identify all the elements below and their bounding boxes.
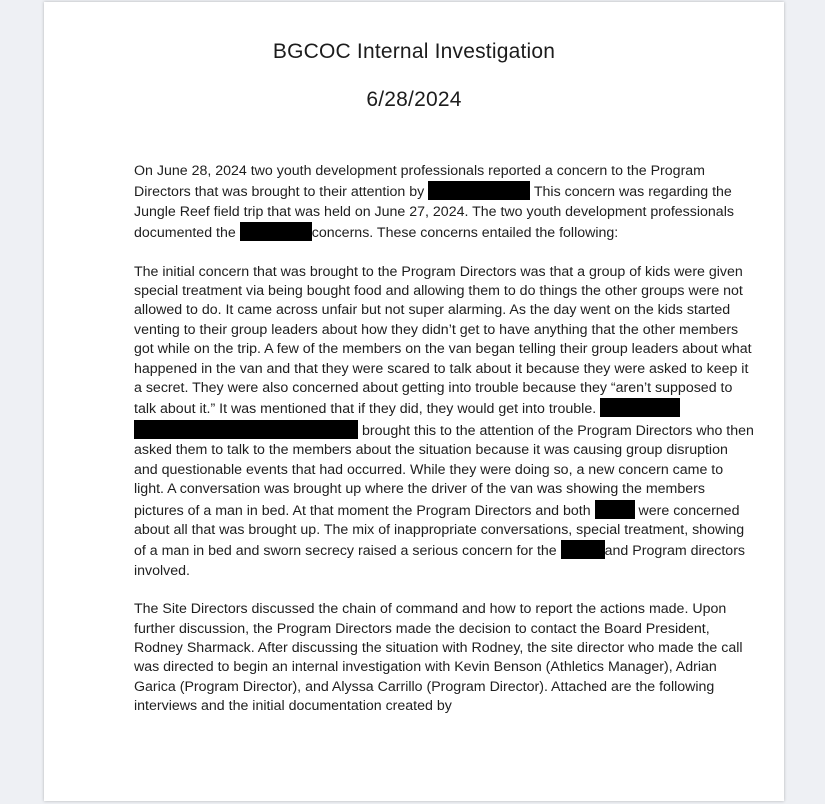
paragraph-2 — [134, 263, 754, 582]
document-title: BGCOC Internal Investigation — [272, 40, 556, 63]
document-page — [44, 2, 784, 801]
redaction-box — [600, 398, 680, 417]
p2-text-2: brought this to the attention of the Program Directors who then asked them to talk to the members about the situation because it was causing group disruption and questionable events that had occurred. While they were doing so, a new concern came to light. A conversation was brought up where the driver of the van was showing the members pictures of a man in bed. At that moment the Program Directors and both — [134, 422, 754, 519]
paragraph-1 — [134, 162, 754, 244]
redaction-box — [428, 181, 530, 200]
redaction-box — [595, 500, 635, 519]
p1-text-3: concerns. These concerns entailed the following: — [311, 225, 619, 242]
redaction-box — [134, 420, 358, 439]
redaction-box — [561, 540, 605, 559]
p1-text-2: This concern was regarding the Jungle Reef field trip that was held on June 27, 2024. The two youth development professionals documented the — [134, 184, 734, 242]
redaction-box — [240, 222, 312, 241]
p2-text-4: and Program directors involved. — [134, 543, 746, 579]
p2-text-1: The initial concern that was brought to the Program Directors was that a group of kids were given special treatment via being bought food and allowing them to do things the other groups were not allowed to do. It came across unfair but not super alarming. As the day went on the kids started venting to their group leaders about how they didn’t get to have anything that the other members got while on the trip. A few of the members on the van began telling their group leaders about what happened in the van and that they were scared to talk about it because they were asked to keep it a secret. They were also concerned about getting into trouble because they “aren’t supposed to talk about it.” It was mentioned that if they did, they would get into trouble. — [134, 263, 752, 418]
p2-text-3: were concerned about all that was brought up. The mix of inappropriate conversations, special treatment, showing of a man in bed and sworn secrecy raised a serious concern for the — [134, 502, 745, 560]
p1-text-1: On June 28, 2024 two youth development professionals reported a concern to the Program Directors that was brought to their attention by — [134, 163, 705, 201]
document-date: 6/28/2024 — [366, 88, 462, 111]
paragraph-3: The Site Directors discussed the chain of command and how to report the actions made. Upon further discussion, the Program Directors made the decision to contact the Board President, Rodney Sharmack. After discussing the situation with Rodney, the site director who made the call was directed to begin an internal investigation with Kevin Benson (Athletics Manager), Adrian Garica (Program Director), and Alyssa Carrillo (Program Director). Attached are the following interviews and the initial documentation created by — [134, 601, 743, 715]
document-body — [134, 162, 754, 717]
